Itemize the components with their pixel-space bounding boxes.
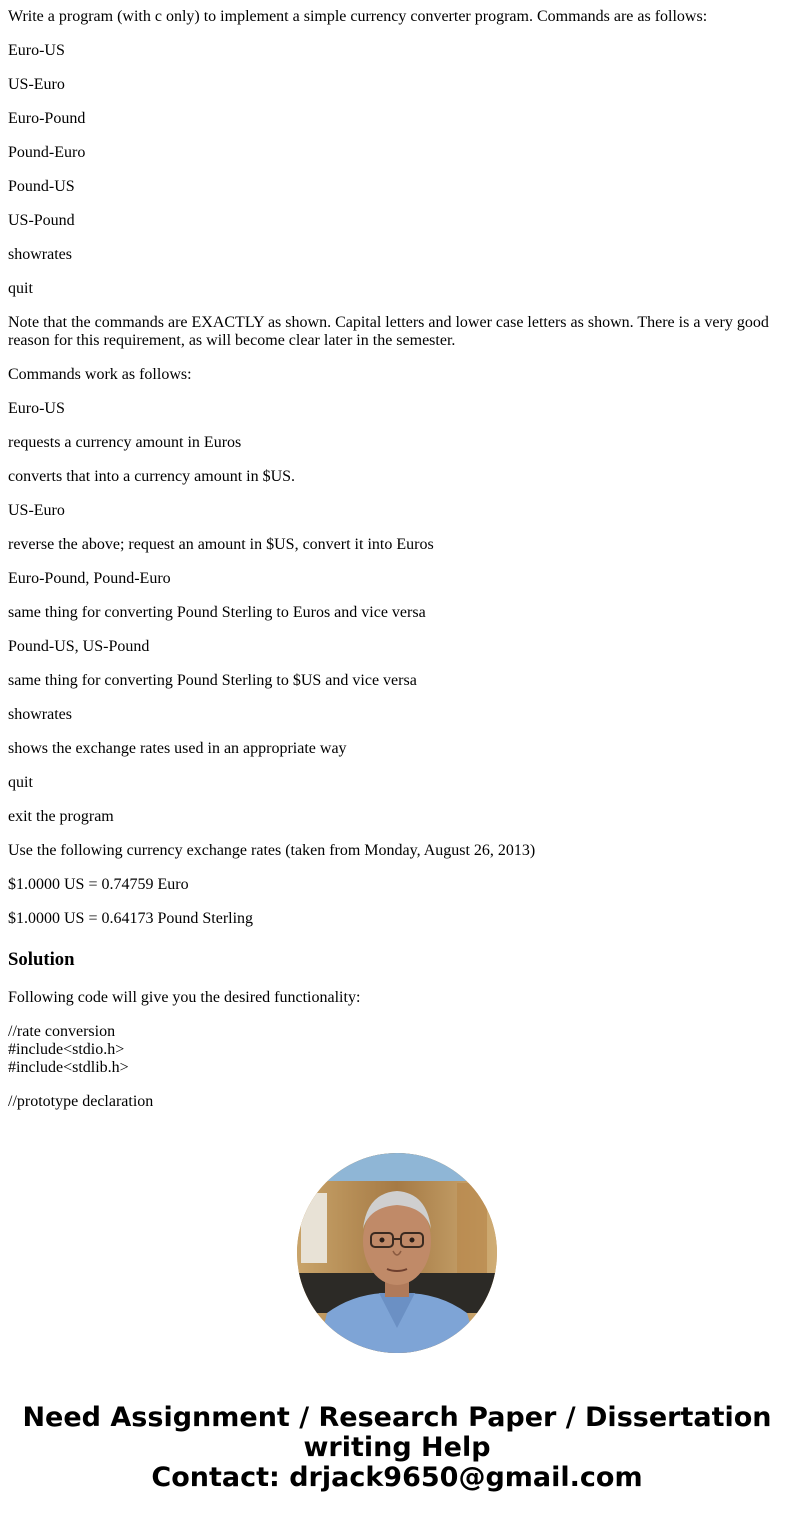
code-line: #include<stdio.h>	[8, 1041, 125, 1058]
author-photo	[297, 1153, 497, 1353]
footer-line: writing Help	[303, 1432, 491, 1463]
prototype-comment: //prototype declaration	[8, 1093, 154, 1110]
description-line: same thing for converting Pound Sterling to $US and vice versa	[8, 672, 417, 689]
command-item: US-Pound	[8, 212, 75, 229]
description-line: exit the program	[8, 808, 114, 825]
solution-heading: Solution	[8, 949, 75, 970]
code-line: #include<stdlib.h>	[8, 1059, 129, 1076]
description-line: converts that into a currency amount in $US.	[8, 468, 296, 485]
command-item: Pound-Euro	[8, 144, 86, 161]
description-line: requests a currency amount in Euros	[8, 434, 242, 451]
description-line: same thing for converting Pound Sterling to Euros and vice versa	[8, 604, 426, 621]
description-line: Pound-US, US-Pound	[8, 638, 150, 655]
command-item: Euro-Pound	[8, 110, 86, 127]
rate-line: $1.0000 US = 0.74759 Euro	[8, 876, 189, 893]
rate-line: $1.0000 US = 0.64173 Pound Sterling	[8, 910, 254, 927]
question-intro: Write a program (with c only) to implement a simple currency converter program. Commands are as follows:	[8, 8, 708, 25]
description-line: reverse the above; request an amount in $US, convert it into Euros	[8, 536, 434, 553]
description-line: shows the exchange rates used in an appropriate way	[8, 740, 347, 757]
command-item: showrates	[8, 246, 72, 263]
command-item: Pound-US	[8, 178, 75, 195]
avatar	[297, 1153, 497, 1353]
note-paragraph: Note that the commands are EXACTLY as shown. Capital letters and lower case letters as shown. There is a very good reason for this requirement, as will become clear later in the semester.	[8, 314, 769, 349]
footer-contact	[0, 1403, 794, 1493]
command-item: US-Euro	[8, 76, 65, 93]
description-line: Euro-Pound, Pound-Euro	[8, 570, 171, 587]
description-line: quit	[8, 774, 33, 791]
description-line: Euro-US	[8, 400, 65, 417]
command-item: Euro-US	[8, 42, 65, 59]
code-block	[8, 1023, 786, 1077]
command-item: quit	[8, 280, 33, 297]
commands-work-text: Commands work as follows:	[8, 366, 192, 383]
solution-intro: Following code will give you the desired functionality:	[8, 989, 361, 1006]
description-line: US-Euro	[8, 502, 65, 519]
footer-contact-email: Contact: drjack9650@gmail.com	[151, 1462, 643, 1493]
code-line: //rate conversion	[8, 1023, 116, 1040]
description-line: showrates	[8, 706, 72, 723]
portrait-illustration	[297, 1153, 497, 1353]
rates-intro: Use the following currency exchange rates (taken from Monday, August 26, 2013)	[8, 842, 536, 859]
footer-line: Need Assignment / Research Paper / Dissertation	[22, 1402, 772, 1433]
